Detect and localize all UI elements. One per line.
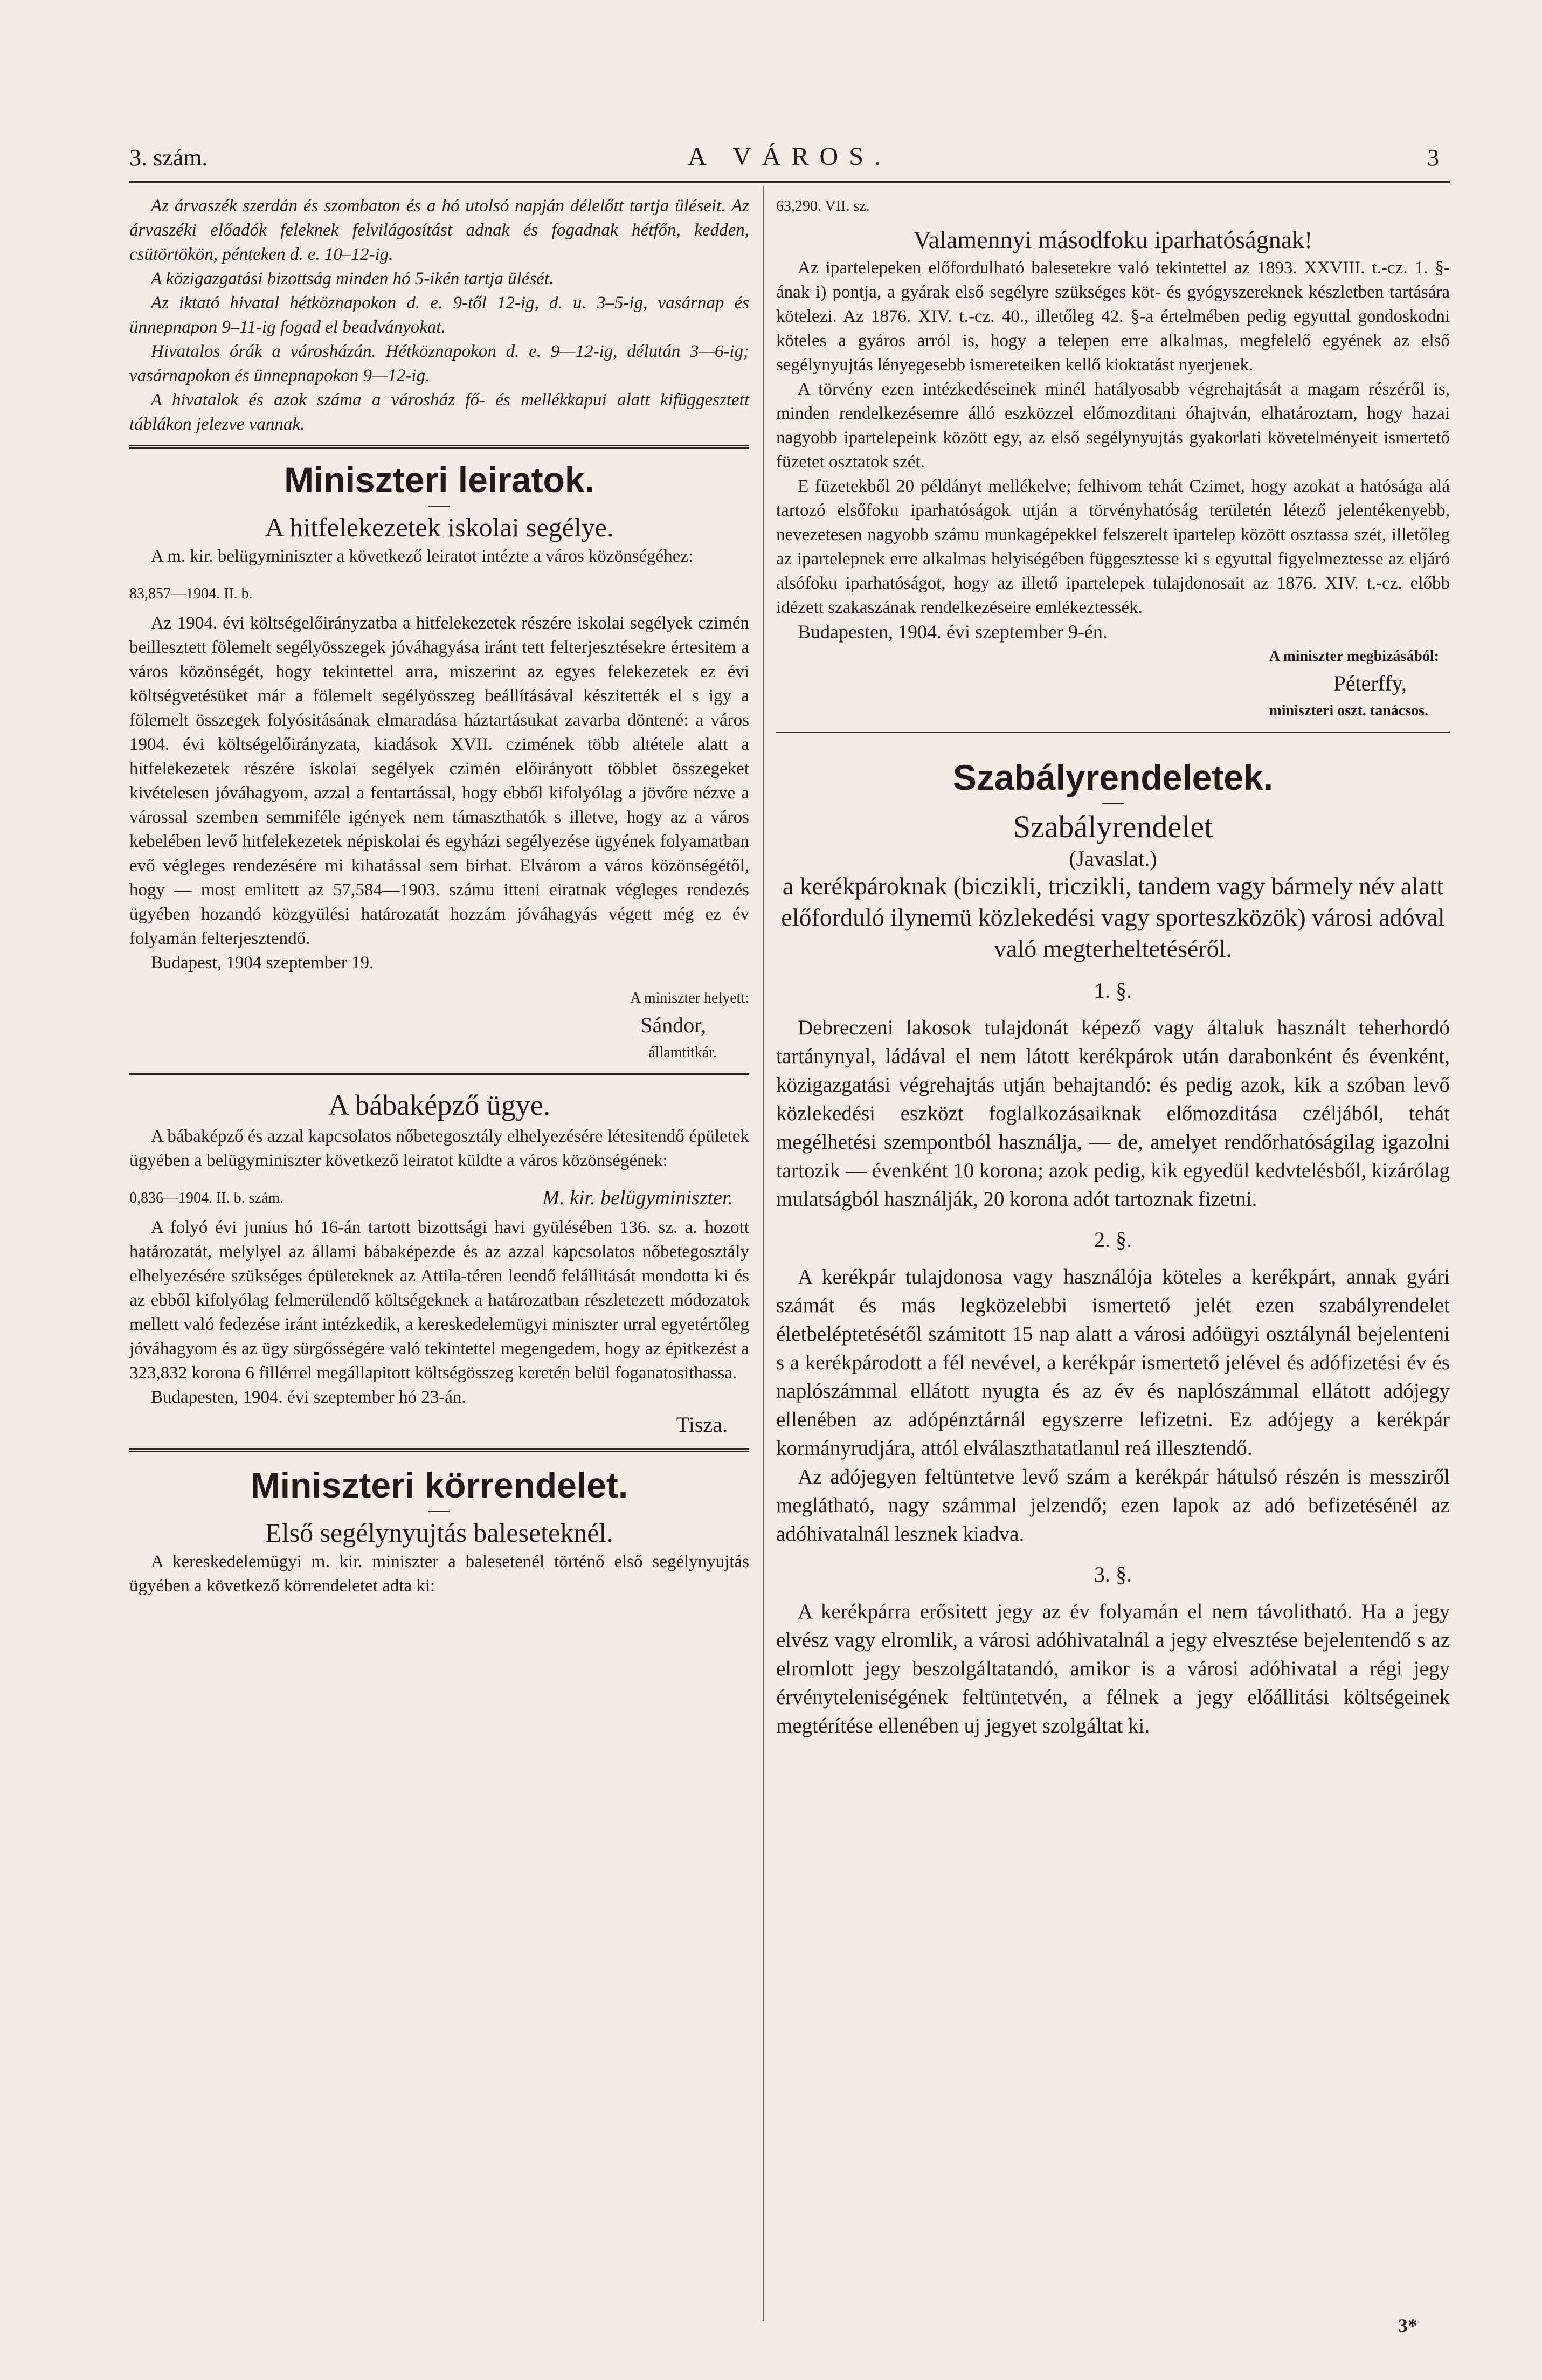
section3-intro: A kereskedelemügyi m. kir. miniszter a balesetenél történő első segélynyujtás ügyében a következő körrendeletet adta ki: bbox=[129, 1552, 749, 1596]
notice-hivatalok: A hivatalok és azok száma a városház fő- és mellékkapui alatt kifüggesztett táblákon jelezve vannak. bbox=[129, 390, 749, 434]
section1-sig-role: A miniszter helyett: bbox=[630, 990, 749, 1006]
right-date: Budapesten, 1904. évi szeptember 9-én. bbox=[798, 621, 1108, 643]
section-heading-korrendelet: Miniszteri körrendelet. bbox=[250, 1465, 628, 1505]
subheading-babakepzo: A bábaképző ügye. bbox=[328, 1089, 551, 1121]
page-header bbox=[129, 137, 1450, 183]
section2-ref bbox=[129, 1186, 749, 1210]
paragraph-2 bbox=[776, 1263, 1450, 1548]
short-divider bbox=[1102, 803, 1124, 804]
subheading-hitfelekezetek: A hitfelekezetek iskolai segélye. bbox=[265, 512, 614, 542]
section1-date: Budapest, 1904 szeptember 19. bbox=[151, 953, 374, 972]
section2-body: A folyó évi junius hó 16-án tartott bizottsági havi gyülésében 136. sz. a. hozott határozatát, melylyel az állami bábaképezde és az azzal kapcsolatos nőbetegosztály elhelyezésére szükséges épületeknek az Attila-téren leendő felállitását mondotta ki és az ebből kifolyólag felmerülendő költségeknek a határozatban részletezett módozatok mellett való fedezése iránt intézkedik, a kereskedelemügyi miniszter urral egyetértőleg jóváhagyom és az ügy sürgősségére való tekintettel megengedem, hogy az épitkezést a 323,832 korona 6 fillérrel megállapitott költségösszeg keretén belül foganatosithassa. bbox=[129, 1218, 749, 1383]
section-heading-leiratok: Miniszteri leiratok. bbox=[284, 460, 594, 500]
section2-intro: A bábaképző és azzal kapcsolatos nőbetegosztály elhelyezésére létesitendő épületek ügyében a belügyminiszter következő leiratot küldte a város közönségének: bbox=[129, 1127, 749, 1170]
section-heading-szabalyrendeletek: Szabályrendeletek. bbox=[952, 757, 1274, 797]
section2-ref-number: 0,836—1904. II. b. szám. bbox=[129, 1190, 284, 1206]
paragraph-2-text-2: Az adójegyen feltüntetve levő szám a kerékpár hátulsó részén is messziről meglátható, nagy számmal jelzendő; ezen lapok az adó befizetésénél az adóhivatalnál lesznek kiadva. bbox=[776, 1465, 1450, 1546]
right-p2: A törvény ezen intézkedéseinek minél hatályosabb végrehajtását a magam részéről is, minden rendelkezésemre álló eszközzel előmozditani óhajtván, elhatároztam, hogy hazai nagyobb ipartelepeink között egy, az első segélynyujtás gyakorlati követelményeit ismertető füzetet osztatok szét. bbox=[776, 380, 1450, 472]
right-sig-role: A miniszter megbizásából: bbox=[1269, 648, 1439, 665]
notice-arvaszek: Az árvaszék szerdán és szombaton és a hó utolsó napján délelőtt tartja üléseit. Az árvaszéki előadók feleknek felvilágosítást adnak és fogadnak hétfőn, kedden, csütörtökön, pénteken d. e. 10–12-ig. bbox=[129, 196, 749, 264]
paragraph-3-heading: 3. §. bbox=[1094, 1562, 1132, 1586]
divider bbox=[129, 1448, 749, 1452]
subheading-javaslat: (Javaslat.) bbox=[1069, 846, 1157, 871]
section1-body: Az 1904. évi költségelőirányzatba a hitfelekezetek részére iskolai segélyek czimén beillesztett fölemelt segélyösszegek jóváhagyása iránt tett felterjesztésekre értesitem a város közönségét, hogy tekintettel arra, miszerint az egyes felekezetek ez évi költségvetésüket már a fölemelt segélyösszeg beállításával készitették el s igy a fölemelt összegek folyósitásának elmaradása háztartásukat zavarba döntené: a város 1904. évi költségelőirányzata, kiadások XVII. czimének több altétele alatt a hitfelekezetek részére iskolai segélyek czimén előirányott többlet összegeket kivételesen jóváhagyom, azzal a fentartással, hogy ebből kifolyólag a jövőre nézve a várossal szemben semmiféle igények nem támaszthatók s illetve, hogy az a város kebelében levő hitfelekezetek népiskolai és egyházi segélyezése ügyének folyamatban evő végleges rendezésére mi kihatással sem birhat. Elvárom a város közönségétől, hogy — most emlitett az 57,584—1903. számu itteni eiratnak végleges rendezés ügyében hozandó közgyülési határozatát hozzám jóváhagyás végett még ez év folyamán felterjesztendő. bbox=[129, 613, 749, 948]
notice-iktato: Az iktató hivatal hétköznapokon d. e. 9-től 12-ig, d. u. 3–5-ig, vasárnap és ünnepnapon 9–11-ig fogad el beadványokat. bbox=[129, 293, 749, 337]
signature-mark: 3* bbox=[1398, 2315, 1417, 2336]
right-ref: 63,290. VII. sz. bbox=[776, 198, 870, 215]
section2-ref-sig: M. kir. belügyminiszter. bbox=[542, 1186, 733, 1209]
column-divider bbox=[763, 186, 764, 2321]
section1-ref: 83,857—1904. II. b. bbox=[129, 585, 253, 602]
section2-sig-name: Tisza. bbox=[676, 1412, 728, 1437]
section1-sig-name: Sándor, bbox=[640, 1013, 706, 1037]
divider bbox=[776, 732, 1450, 733]
section1-intro: A m. kir. belügyminiszter a következő leiratot intézte a város közönségéhez: bbox=[151, 547, 694, 566]
paragraph-1-text: Debreczeni lakosok tulajdonát képező vagy általuk használt teherhordó tartánynyal, ládával el nem látott kerékpárok után darabonként és évenként, közigazgatási végrehajtás utján behajtandó: és pedig azok, kik a szóban levő közlekedési eszközt foglalkozásaiknak előmozditása czéljából, tehát megélhetési szempontból használja, — de, amelyet rendőrhatóságilag igazolni tartozik — évenként 10 korona; azok pedig, kik egyedül kedvtelésből, kizárólag mulatságból használják, 20 korona adót tartoznak fizetni. bbox=[776, 1016, 1450, 1211]
newspaper-title: A VÁROS. bbox=[688, 142, 891, 171]
right-column bbox=[776, 194, 1450, 2348]
rule-title: a kerékpároknak (biczikli, triczikli, tandem vagy bármely név alatt előforduló ilynemü közlekedési vagy sporteszközök) városi adóval való megterheltetéséről. bbox=[781, 872, 1445, 962]
subheading-elso-segely: Első segélynyujtás baleseteknél. bbox=[265, 1517, 613, 1548]
section1-sig-title: államtitkár. bbox=[648, 1044, 717, 1061]
divider bbox=[129, 445, 749, 449]
right-address: Valamennyi másodfoku iparhatóságnak! bbox=[913, 226, 1313, 253]
notice-hivatalos-orak: Hivatalos órák a városházán. Hétköznapokon d. e. 9—12-ig, délután 3—6-ig; vasárnapokon és ünnepnapokon 9—12-ig. bbox=[129, 342, 749, 385]
paragraph-1-heading: 1. §. bbox=[1094, 978, 1132, 1003]
section2-date: Budapesten, 1904. évi szeptember hó 23-án. bbox=[151, 1388, 466, 1407]
short-divider bbox=[428, 1511, 450, 1512]
short-divider bbox=[428, 506, 450, 507]
page-number: 3 bbox=[1427, 144, 1439, 171]
right-sig-name: Péterffy, bbox=[1333, 671, 1407, 695]
right-sig-title: miniszteri oszt. tanácsos. bbox=[1269, 702, 1428, 719]
paragraph-2-heading: 2. §. bbox=[1094, 1227, 1132, 1252]
paragraph-3 bbox=[776, 1597, 1450, 1740]
divider bbox=[129, 1073, 749, 1075]
notice-kozig: A közigazgatási bizottság minden hó 5-ikén tartja ülését. bbox=[151, 269, 554, 288]
subheading-szabalyrendelet: Szabályrendelet bbox=[1013, 809, 1213, 844]
paragraph-3-text: A kerékpárra erősitett jegy az év folyamán el nem távolitható. Ha a jegy elvész vagy elromlik, a városi adóhivatalnál a jegy elvesztése bejelentendő s az elromlott jegy beszolgáltatandó, amikor is a városi adóhivatal a régi jegy érvényteleniségének feltüntetvén, a félnek a jegy előállitási költségeinek megtérítése ellenében uj jegyet szolgáltat ki. bbox=[776, 1600, 1450, 1737]
left-column bbox=[129, 194, 749, 2348]
right-p3: E füzetekből 20 példányt mellékelve; felhivom tehát Czimet, hogy azokat a hatósága alá tartozó elsőfoku iparhatóságok utján a törvényhatóság területén létező jelentékenyebb, nevezetesen nagyobb számu munkagépekkel felszerelt ipartelep között osztassa szét, illetőleg az ipartelepnek erre alkalmas helyiségében függesztesse ki s egyuttal figyelmeztesse az eljáró alsófoku iparhatóságot, hogy az illető ipartelepek tulajdonosait az 1876. XIV. t.-cz. előbb idézett szakaszának rendelkezéseire emlékeztessék. bbox=[776, 477, 1450, 617]
issue-number: 3. szám. bbox=[129, 144, 208, 171]
right-p1: Az ipartelepeken előfordulható balesetekre való tekintettel az 1893. XXVIII. t.-cz. 1. §-ának i) pontja, a gyárak első segélyre szükséges köt- és gyógyszereknek készletben tartására kötelezi. Az 1876. XIV. t.-cz. 40., illetőleg 42. §-a értelmében pedig egyuttal gondoskodni köteles a gyáros arról is, hogy a telepen erre alkalmas, megfelelő egyének az első segélynyujtás lényegesebb ismereteiken kellő kioktatást nyerjenek. bbox=[776, 258, 1450, 375]
paragraph-2-text-1: A kerékpár tulajdonosa vagy használója köteles a kerékpárt, annak gyári számát és más legközelebbi ismertető jelét ezen szabályrendelet életbeléptetésétől számitott 15 nap alatt a városi adóügyi osztálynál bejelenteni s a kerékpárodott a fél nevével, a kerékpár ismertető jelével és adófizetési év és naplószámmal ellátott nyugta és az év és naplószámmal ellátott adójegy ellenében az adópénztárnál egyszerre lefizetni. Ez adójegy a kerékpár kormányrudjára, attól elválaszthatatlanul reá illesztendő. bbox=[776, 1265, 1450, 1460]
paragraph-1 bbox=[776, 1013, 1450, 1213]
